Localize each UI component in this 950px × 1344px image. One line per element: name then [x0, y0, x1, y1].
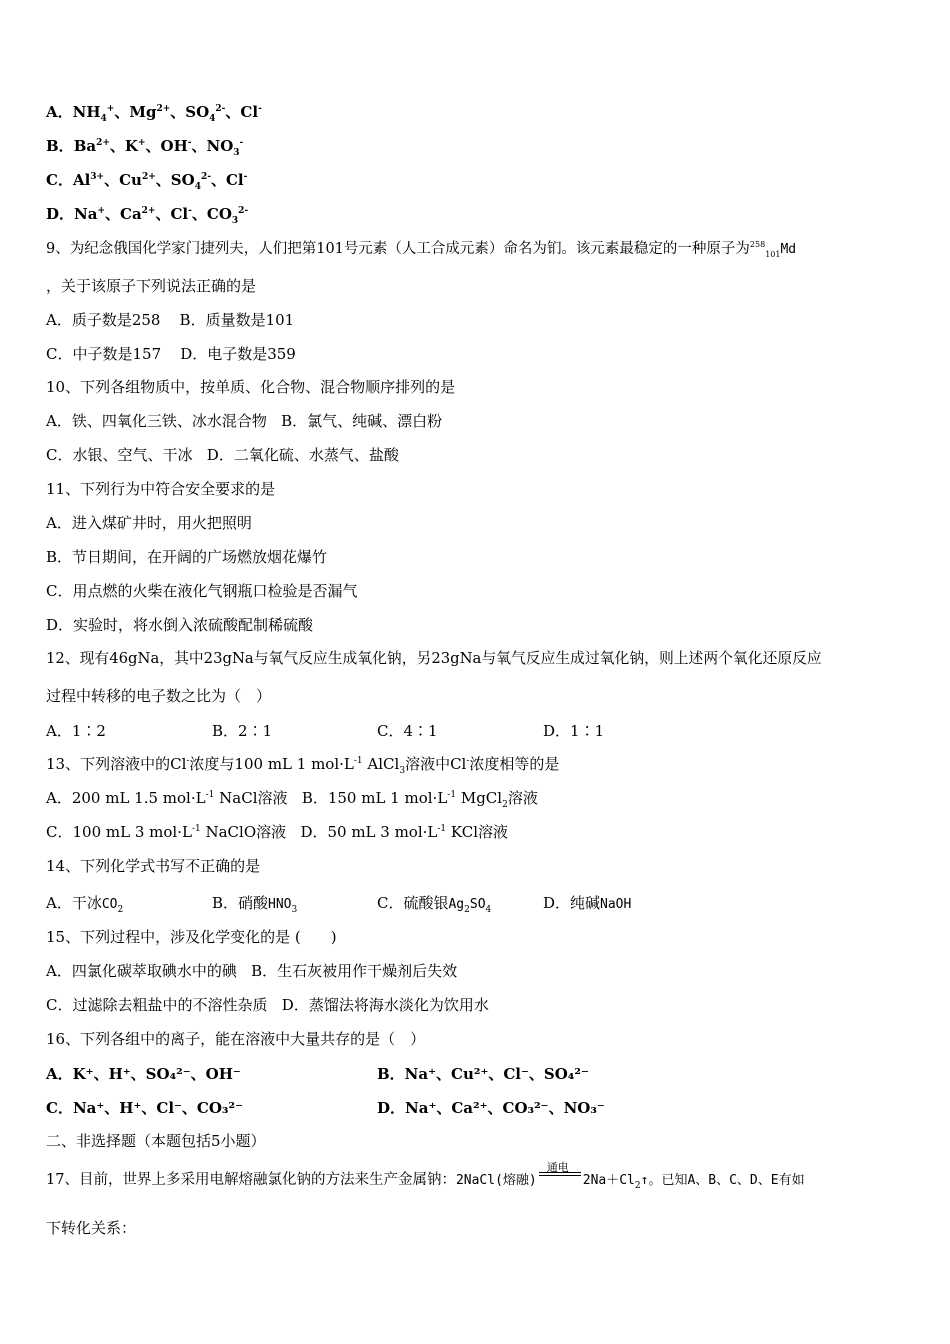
q12-option-b: B．2∶1 — [212, 722, 273, 740]
q8-option-c: C．$Al^{3+}$、$Cu^{2+}$、$SO_4^{2-}$、Cl- — [46, 171, 248, 192]
q9-stem: 9、为纪念俄国化学家门捷列夫，人们把第101号元素（人工合成元素）命名为钔。该元素最稳定的一种原子为$^{258}_{101}$Md — [46, 240, 797, 259]
q16-stem: 16、下列各组中的离子，能在溶液中大量共存的是（ ） — [46, 1030, 426, 1048]
q12-stem-cont: 过程中转移的电子数之比为（ ） — [46, 687, 272, 705]
q17-stem: 17、目前，世界上多采用电解熔融氯化钠的方法来生产金属钠：2NaCl(熔融) 通电 $2Na+Cl_2↑$。已知A、B、C、D、E有如 — [46, 1161, 805, 1191]
q16-option-d: D．Na⁺、Ca²⁺、CO₃²⁻、NO₃⁻ — [377, 1099, 605, 1117]
q10-options-cd: C．水银、空气、干冰 D．二氧化硫、水蒸气、盐酸 — [46, 446, 399, 464]
q12-option-a: A．1∶2 — [46, 722, 106, 740]
q11-stem: 11、下列行为中符合安全要求的是 — [46, 480, 276, 498]
q8-option-d: D．Na+、$Ca^{2+}$、Cl-、$CO_3^{2-}$ — [46, 205, 249, 226]
q16-option-b: B．Na⁺、Cu²⁺、Cl⁻、SO₄²⁻ — [377, 1065, 589, 1083]
q14-option-a: A．干冰$CO_2$ — [46, 894, 124, 915]
section-heading: 二、非选择题（本题包括5小题） — [46, 1132, 266, 1150]
q11-option-b: B．节日期间，在开阔的广场燃放烟花爆竹 — [46, 548, 328, 566]
q11-option-c: C．用点燃的火柴在液化气钢瓶口检验是否漏气 — [46, 582, 358, 600]
q14-stem: 14、下列化学式书写不正确的是 — [46, 857, 261, 875]
q8-option-b: B．$Ba^{2+}$、K+、OH-、$NO_3^-$ — [46, 137, 244, 158]
q10-stem: 10、下列各组物质中，按单质、化合物、混合物顺序排列的是 — [46, 378, 456, 396]
q11-option-d: D．实验时，将水倒入浓硫酸配制稀硫酸 — [46, 616, 314, 634]
q9-stem-cont: ，关于该原子下列说法正确的是 — [46, 277, 257, 295]
electrolysis-arrow: 通电 — [539, 1170, 581, 1190]
q15-stem: 15、下列过程中，涉及化学变化的是 ( ) — [46, 928, 337, 946]
q14-option-b: B．硝酸$HNO_3$ — [212, 894, 298, 915]
q15-options-ab: A．四氯化碳萃取碘水中的碘 B．生石灰被用作干燥剂后失效 — [46, 962, 458, 980]
q16-option-a: A．K⁺、H⁺、SO₄²⁻、OH⁻ — [46, 1065, 241, 1083]
q14-option-d: D．纯碱NaOH — [543, 894, 632, 912]
q13-options-ab: A．200 mL 1.5 $mol\cdot L^{-1}$ NaCl溶液 B．150 mL 1 $mol\cdot L^{-1}$ MgCl$_2$溶液 — [46, 789, 538, 810]
q13-options-cd: C．100 mL 3 $mol\cdot L^{-1}$ NaClO溶液 D．50 mL 3 $mol\cdot L^{-1}$ KCl溶液 — [46, 823, 509, 841]
q16-option-c: C．Na⁺、H⁺、Cl⁻、CO₃²⁻ — [46, 1099, 243, 1117]
q12-option-d: D．1∶1 — [543, 722, 605, 740]
q13-stem: 13、下列溶液中的Cl-浓度与100 mL 1 $mol\cdot L^{-1}$ AlCl$_3$溶液中Cl-浓度相等的是 — [46, 755, 560, 776]
q10-options-ab: A．铁、四氧化三铁、冰水混合物 B．氯气、纯碱、漂白粉 — [46, 412, 443, 430]
q8-option-a: A．$NH_4^+$、$Mg^{2+}$、$SO_4^{2-}$、Cl- — [46, 103, 262, 124]
q12-option-c: C．4∶1 — [377, 722, 438, 740]
q14-option-c: C．硫酸银$Ag_2SO_4$ — [377, 894, 492, 915]
q17-stem-cont: 下转化关系： — [46, 1219, 137, 1237]
q11-option-a: A．进入煤矿井时，用火把照明 — [46, 514, 252, 532]
q12-stem: 12、现有46gNa，其中23gNa与氧气反应生成氧化钠，另23gNa与氧气反应生成过氧化钠，则上述两个氧化还原反应 — [46, 650, 822, 667]
q9-options-ab: A．质子数是258 B．质量数是101 — [46, 311, 295, 329]
q9-options-cd: C．中子数是157 D．电子数是359 — [46, 345, 296, 363]
q15-options-cd: C．过滤除去粗盐中的不溶性杂质 D．蒸馏法将海水淡化为饮用水 — [46, 996, 489, 1014]
